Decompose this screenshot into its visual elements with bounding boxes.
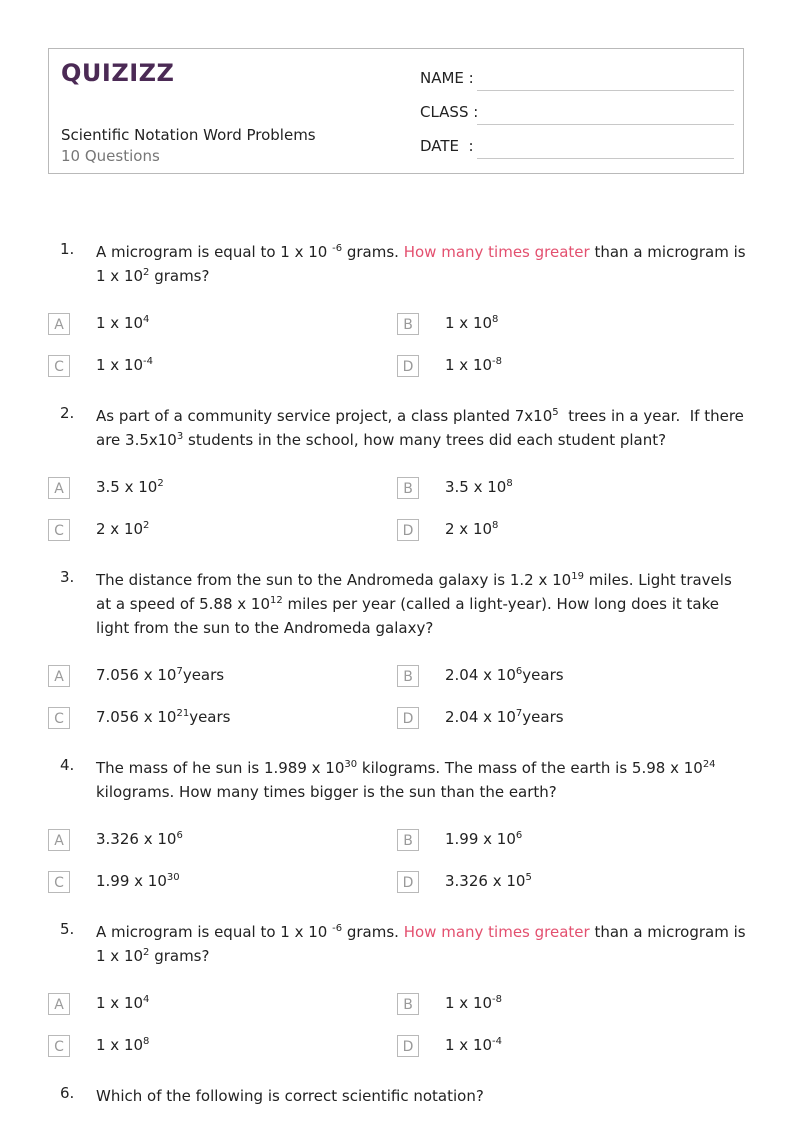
option-letter-box: B — [397, 313, 419, 335]
question-text: The distance from the sun to the Andromeda galaxy is 1.2 x $10^{19}$ miles. Light travels at a speed of 5.88 x $10^{12}$ miles per year (called a light-year). How long does it take light from the sun to the Andromeda galaxy? — [96, 571, 732, 637]
question-number: 6. — [60, 1084, 75, 1102]
option-text: 1 x $10^{-4}$ — [96, 356, 154, 374]
option-text: 2 x $10^8$ — [445, 520, 499, 538]
option-letter-box: A — [48, 313, 70, 335]
option-letter-box: C — [48, 519, 70, 541]
option-text: 3.5 x $10^8$ — [445, 478, 513, 496]
option-letter-box: B — [397, 829, 419, 851]
option-letter-box: C — [48, 871, 70, 893]
option-letter-box: C — [48, 1035, 70, 1057]
question-number: 3. — [60, 568, 75, 586]
option-letter-box: C — [48, 707, 70, 729]
option-letter-box: D — [397, 707, 419, 729]
question-text: A microgram is equal to 1 x 10 $^{-6}$ grams. How many times greater than a microgram is 1 x $10^2$ grams? — [96, 923, 746, 965]
option-letter-box: A — [48, 829, 70, 851]
name-line[interactable] — [477, 90, 734, 91]
worksheet-header — [48, 48, 744, 174]
option-text: 1 x $10^{-8}$ — [445, 356, 503, 374]
option-letter-box: B — [397, 993, 419, 1015]
class-label: CLASS : — [420, 103, 479, 121]
option-text: 1.99 x $10^6$ — [445, 830, 523, 848]
option-text: 3.326 x $10^6$ — [96, 830, 183, 848]
option-letter-box: A — [48, 993, 70, 1015]
option-letter-box: D — [397, 519, 419, 541]
option-text: 2.04 x $10^7years$ — [445, 708, 564, 726]
question-number: 1. — [60, 240, 75, 258]
option-letter-box: A — [48, 477, 70, 499]
option-text: 1 x $10^8$ — [96, 1036, 150, 1054]
quizizz-logo: QUIZIZZ — [61, 59, 175, 87]
question-number: 5. — [60, 920, 75, 938]
option-letter-box: B — [397, 665, 419, 687]
option-text: 1 x $10^{-4}$ — [445, 1036, 503, 1054]
date-field[interactable] — [420, 135, 734, 159]
question-count: 10 Questions — [61, 147, 160, 165]
option-text: 2 x $10^2$ — [96, 520, 150, 538]
option-text: 1 x $10^4$ — [96, 994, 150, 1012]
option-text: 7.056 x $10^{21}years$ — [96, 708, 231, 726]
option-letter-box: D — [397, 871, 419, 893]
option-letter-box: D — [397, 355, 419, 377]
option-letter-box: B — [397, 477, 419, 499]
option-text: 1 x $10^8$ — [445, 314, 499, 332]
class-line[interactable] — [477, 124, 734, 125]
class-field[interactable] — [420, 101, 734, 125]
question-text: The mass of he sun is 1.989 x $10^{30}$ kilograms. The mass of the earth is 5.98 x $10^{24}$ kilograms. How many times bigger is the sun than the earth? — [96, 759, 716, 801]
option-text: 3.326 x $10^5$ — [445, 872, 532, 890]
date-line[interactable] — [477, 158, 734, 159]
option-text: 1 x $10^{-8}$ — [445, 994, 503, 1012]
option-letter-box: D — [397, 1035, 419, 1057]
option-text: 2.04 x $10^6years$ — [445, 666, 564, 684]
question-text: As part of a community service project, a class planted $7x10^5$ trees in a year. If there are $3.5x10^3$ students in the school, how many trees did each student plant? — [96, 407, 744, 449]
name-field[interactable] — [420, 67, 734, 91]
option-text: 7.056 x $10^7years$ — [96, 666, 225, 684]
option-text: 1 x $10^4$ — [96, 314, 150, 332]
worksheet-title: Scientific Notation Word Problems — [61, 126, 316, 144]
name-label: NAME : — [420, 69, 474, 87]
question-number: 2. — [60, 404, 75, 422]
question-number: 4. — [60, 756, 75, 774]
date-label: DATE : — [420, 137, 474, 155]
question-text: A microgram is equal to 1 x 10 $^{-6}$ grams. How many times greater than a microgram is 1 x $10^2$ grams? — [96, 243, 746, 285]
option-text: 1.99 x $10^{30}$ — [96, 872, 180, 890]
option-letter-box: A — [48, 665, 70, 687]
option-text: 3.5 x $10^2$ — [96, 478, 164, 496]
question-text: Which of the following is correct scientific notation? — [96, 1087, 484, 1105]
option-letter-box: C — [48, 355, 70, 377]
